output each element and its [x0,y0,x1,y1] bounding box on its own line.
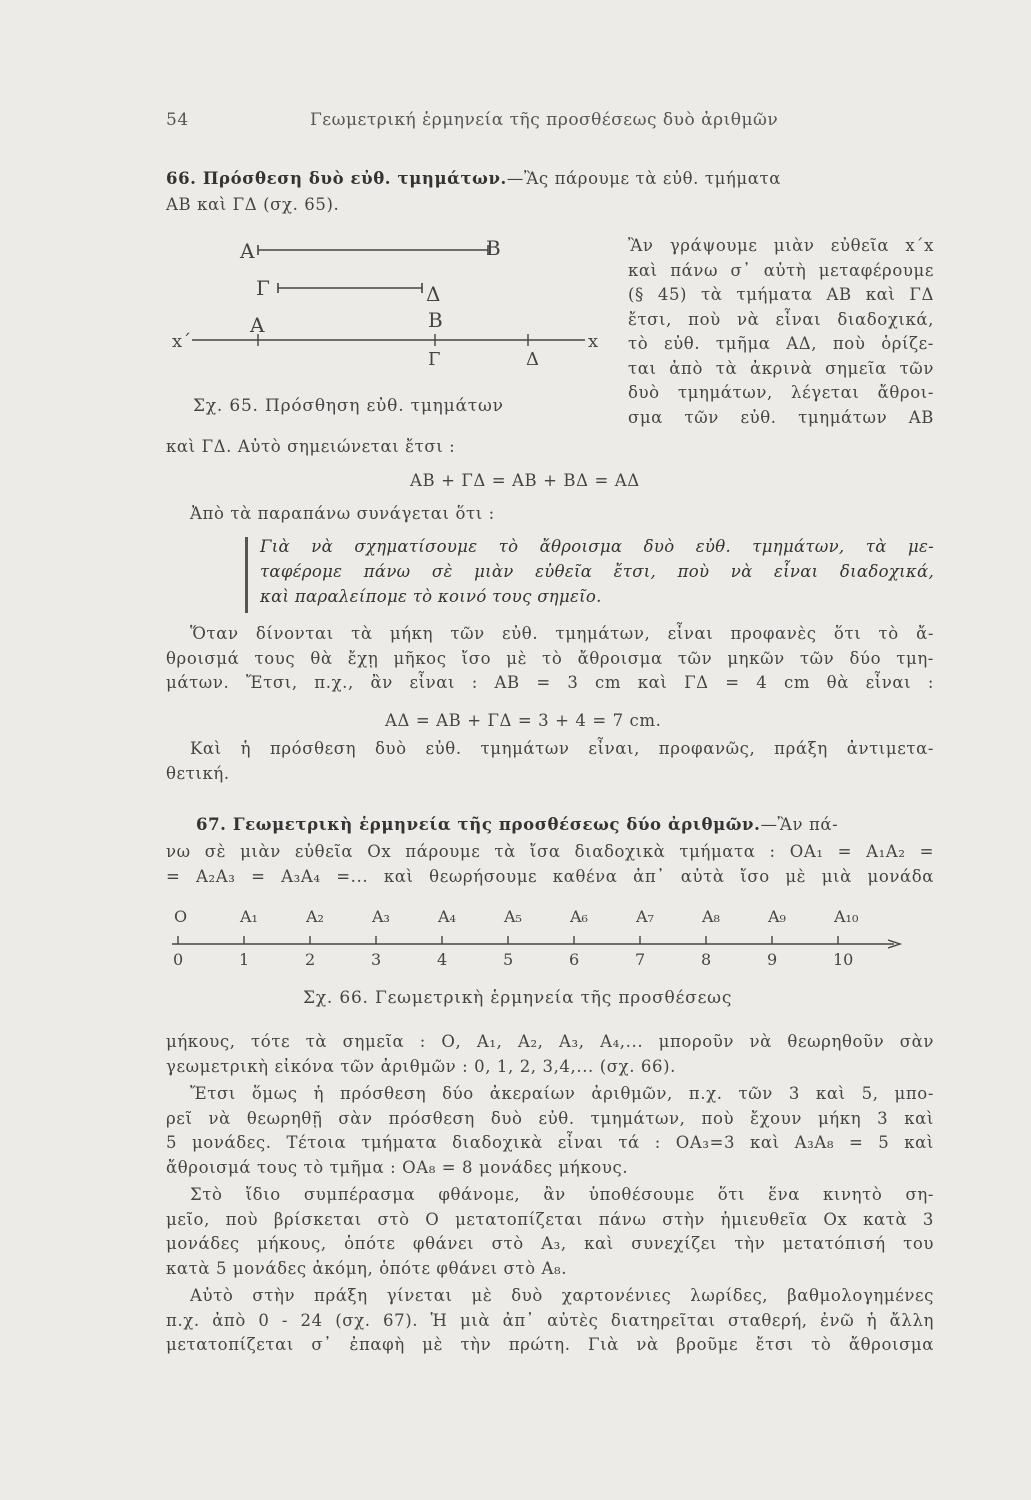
formula-2: ΑΔ = ΑΒ + ΓΔ = 3 + 4 = 7 cm. [385,711,662,730]
section-66-heading-line [166,167,934,192]
side-column [628,234,934,430]
figure-65 [170,225,610,395]
number-line-number-label: 1 [239,950,250,969]
body-line: Αὐτὸ στὴν πράξη γίνεται μὲ δυὸ χαρτονένιες λωρίδες, βαθμολογημένες [190,1286,934,1305]
number-line-point-label: Α₉ [768,907,786,926]
number-line-number-label: 3 [371,950,382,969]
section-67-intro-lines [166,840,934,889]
commutative-paragraph [166,737,934,786]
side-line: δυὸ τμημάτων, λέγεται ἄθροι- [628,383,934,402]
fig65-label-b-line: Β [428,308,443,332]
body-line: γεωμετρικὴ εἰκόνα τῶν ἀριθμῶν : 0, 1, 2, 3,4,... (σχ. 66). [166,1056,677,1076]
rule-line: Γιὰ νὰ σχηματίσουμε τὸ ἄθροισμα δυὸ εὐθ. τμημάτων, τὰ με- [260,537,934,556]
rule-bar [245,537,248,613]
rule-line: καὶ παραλείπομε τὸ κοινό τους σημεῖο. [260,587,602,606]
number-line-number-label: 0 [173,950,184,969]
figure-66-caption: Σχ. 66. Γεωμετρικὴ ἑρμηνεία τῆς προσθέσεως [303,988,733,1008]
number-line-point-label: Α₇ [636,907,654,926]
intro-line: νω σὲ μιὰν εὐθεῖα Οx πάρουμε τὰ ἴσα διαδοχικὰ τμήματα : ΟΑ₁ = Α₁Α₂ = [166,842,934,861]
number-line-number-label: 9 [767,950,778,969]
rule-box [260,534,934,609]
section-67-title: 67. Γεωμετρικὴ ἑρμηνεία τῆς προσθέσεως δύο ἀριθμῶν. [196,815,761,834]
number-line-point-label: Ο [174,907,188,926]
number-line-point-label: Α₅ [504,907,522,926]
number-line-point-label: Α₁ [240,907,258,926]
number-line-point-label: Α₃ [372,907,390,926]
number-line-point-label: Α₈ [702,907,720,926]
body-line: ρεῖ νὰ θεωρηθῇ σὰν πρόσθεση δυὸ εὐθ. τμημάτων, ποὺ ἔχουν μήκη 3 καὶ [166,1108,934,1128]
section-67-body [166,1030,934,1358]
number-line-point-label: Α₄ [438,907,456,926]
body-line: μετατοπίζεται σ᾽ ἐπαφὴ μὲ τὴν πρώτη. Γιὰ νὰ βροῦμε ἔτσι τὸ ἄθροισμα [166,1335,934,1354]
para-line: Ὅταν δίνονται τὰ μήκη τῶν εὐθ. τμημάτων, εἶναι προφανὲς ὅτι τὸ ἄ- [190,624,934,643]
fig65-label-g-line: Γ [428,349,441,370]
comm-line: Καὶ ἡ πρόσθεση δυὸ εὐθ. τμημάτων εἶναι, προφανῶς, πράξη ἀντιμετα- [190,739,934,758]
fig65-label-xprime: x΄ [172,331,192,352]
number-line-point-label: Α₁₀ [834,907,859,926]
fig65-label-b: Β [486,236,501,260]
section-66-title: 66. Πρόσθεση δυὸ εὐθ. τμημάτων. [166,169,507,188]
number-line-number-label: 10 [833,950,854,969]
side-line: (§ 45) τὰ τμήματα ΑΒ καὶ ΓΔ [628,285,934,304]
body-line: 5 μονάδες. Τέτοια τμήματα διαδοχικὰ εἶναι τά : ΟΑ₃=3 καὶ Α₃Α₈ = 5 καὶ [166,1133,934,1152]
body-line: μονάδες μήκους, ὁπότε φθάνει στὸ Α₃, καὶ συνεχίζει τὴν μετατόπισή του [166,1234,934,1253]
side-line: καὶ πάνω σ᾽ αὐτὴ μεταφέρουμε [628,260,934,280]
side-line: Ἂν γράψουμε μιὰν εὐθεῖα x΄x [628,236,934,255]
para-line: θροισμά τους θὰ ἔχῃ μῆκος ἴσο μὲ τὸ ἄθροισμα τῶν μηκῶν τῶν δύο τμη- [166,648,934,668]
number-line-number-label: 4 [437,950,448,969]
body-line: π.χ. ἀπὸ 0 - 24 (σχ. 67). Ἡ μιὰ ἀπ᾽ αὐτὲς διατηρεῖται σταθερή, ἐνῶ ἡ ἄλλη [166,1310,934,1330]
lengths-paragraph [166,622,934,696]
figure-66-number-line [166,900,926,980]
section-66-intro: —Ἂς πάρουμε τὰ εὐθ. τμήματα [506,169,781,188]
body-line: Ἔτσι ὅμως ἡ πρόσθεση δύο ἀκεραίων ἀριθμῶν, π.χ. τῶν 3 καὶ 5, μπο- [190,1084,934,1103]
section-67-heading-line [196,813,934,838]
number-line-number-label: 8 [701,950,712,969]
section-66-intro-line2: ΑΒ καὶ ΓΔ (σχ. 65). [166,195,340,214]
formula-1: ΑΒ + ΓΔ = ΑΒ + ΒΔ = ΑΔ [410,471,640,490]
fig65-label-d: Δ [426,282,441,306]
fig65-label-a-line: Α [250,313,265,337]
section-67-intro: —Ἂν πά- [760,815,839,834]
side-line: ἔτσι, ποὺ νὰ εἶναι διαδοχικά, [628,309,934,329]
conclusion-intro: Ἀπὸ τὰ παραπάνω συνάγεται ὅτι : [190,504,495,523]
number-line-number-label: 5 [503,950,514,969]
fig65-label-x: x [588,331,599,352]
page-number: 54 [166,110,189,130]
fig65-label-g: Γ [256,276,270,300]
fig65-label-d-line: Δ [526,349,539,370]
running-title: Γεωμετρική ἑρμηνεία τῆς προσθέσεως δυὸ ἀριθμῶν [310,110,779,130]
body-line: Στὸ ἴδιο συμπέρασμα φθάνομε, ἂν ὑποθέσουμε ὅτι ἕνα κινητὸ ση- [190,1185,934,1204]
intro-line: = Α₂Α₃ = Α₃Α₄ =... καὶ θεωρήσουμε καθένα ἀπ᾽ αὐτὰ ἴσο μὲ μιὰ μονάδα [166,866,934,886]
body-line: κατὰ 5 μονάδες ἀκόμη, ὁπότε φθάνει στὸ Α₈. [166,1258,568,1278]
number-line-number-label: 2 [305,950,316,969]
para-line: μάτων. Ἔτσι, π.χ., ἂν εἶναι : ΑΒ = 3 cm καὶ ΓΔ = 4 cm θὰ εἶναι : [166,673,934,692]
number-line-point-label: Α₂ [306,907,324,926]
body-line: ἄθροισμά τους τὸ τμῆμα : ΟΑ₈ = 8 μονάδες μήκους. [166,1157,629,1177]
rule-line: ταφέρομε πάνω σὲ μιὰν εὐθεῖα ἔτσι, ποὺ νὰ εἶναι διαδοχικά, [260,562,934,581]
fig65-label-a: Α [240,239,255,263]
body-line: μήκους, τότε τὰ σημεῖα : Ο, Α₁, Α₂, Α₃, Α₄,... μποροῦν νὰ θεωρηθοῦν σὰν [166,1032,934,1051]
comm-line: θετική. [166,763,230,783]
side-line: σμα τῶν εὐθ. τμημάτων ΑΒ [628,407,934,427]
body-line: μεῖο, ποὺ βρίσκεται στὸ Ο μετατοπίζεται πάνω στὴν ἡμιευθεῖα Οx κατὰ 3 [166,1209,934,1229]
side-line: ται ἀπὸ τὰ ἀκρινὰ σημεῖα τῶν [628,358,934,378]
figure-65-caption: Σχ. 65. Πρόσθηση εὐθ. τμημάτων [193,396,504,416]
number-line-number-label: 6 [569,950,580,969]
line-after-figure: καὶ ΓΔ. Αὐτὸ σημειώνεται ἔτσι : [166,437,456,456]
number-line-point-label: Α₆ [570,907,588,926]
side-line: τὸ εὐθ. τμῆμα ΑΔ, ποὺ ὁρίζε- [628,334,934,353]
number-line-number-label: 7 [635,950,646,969]
